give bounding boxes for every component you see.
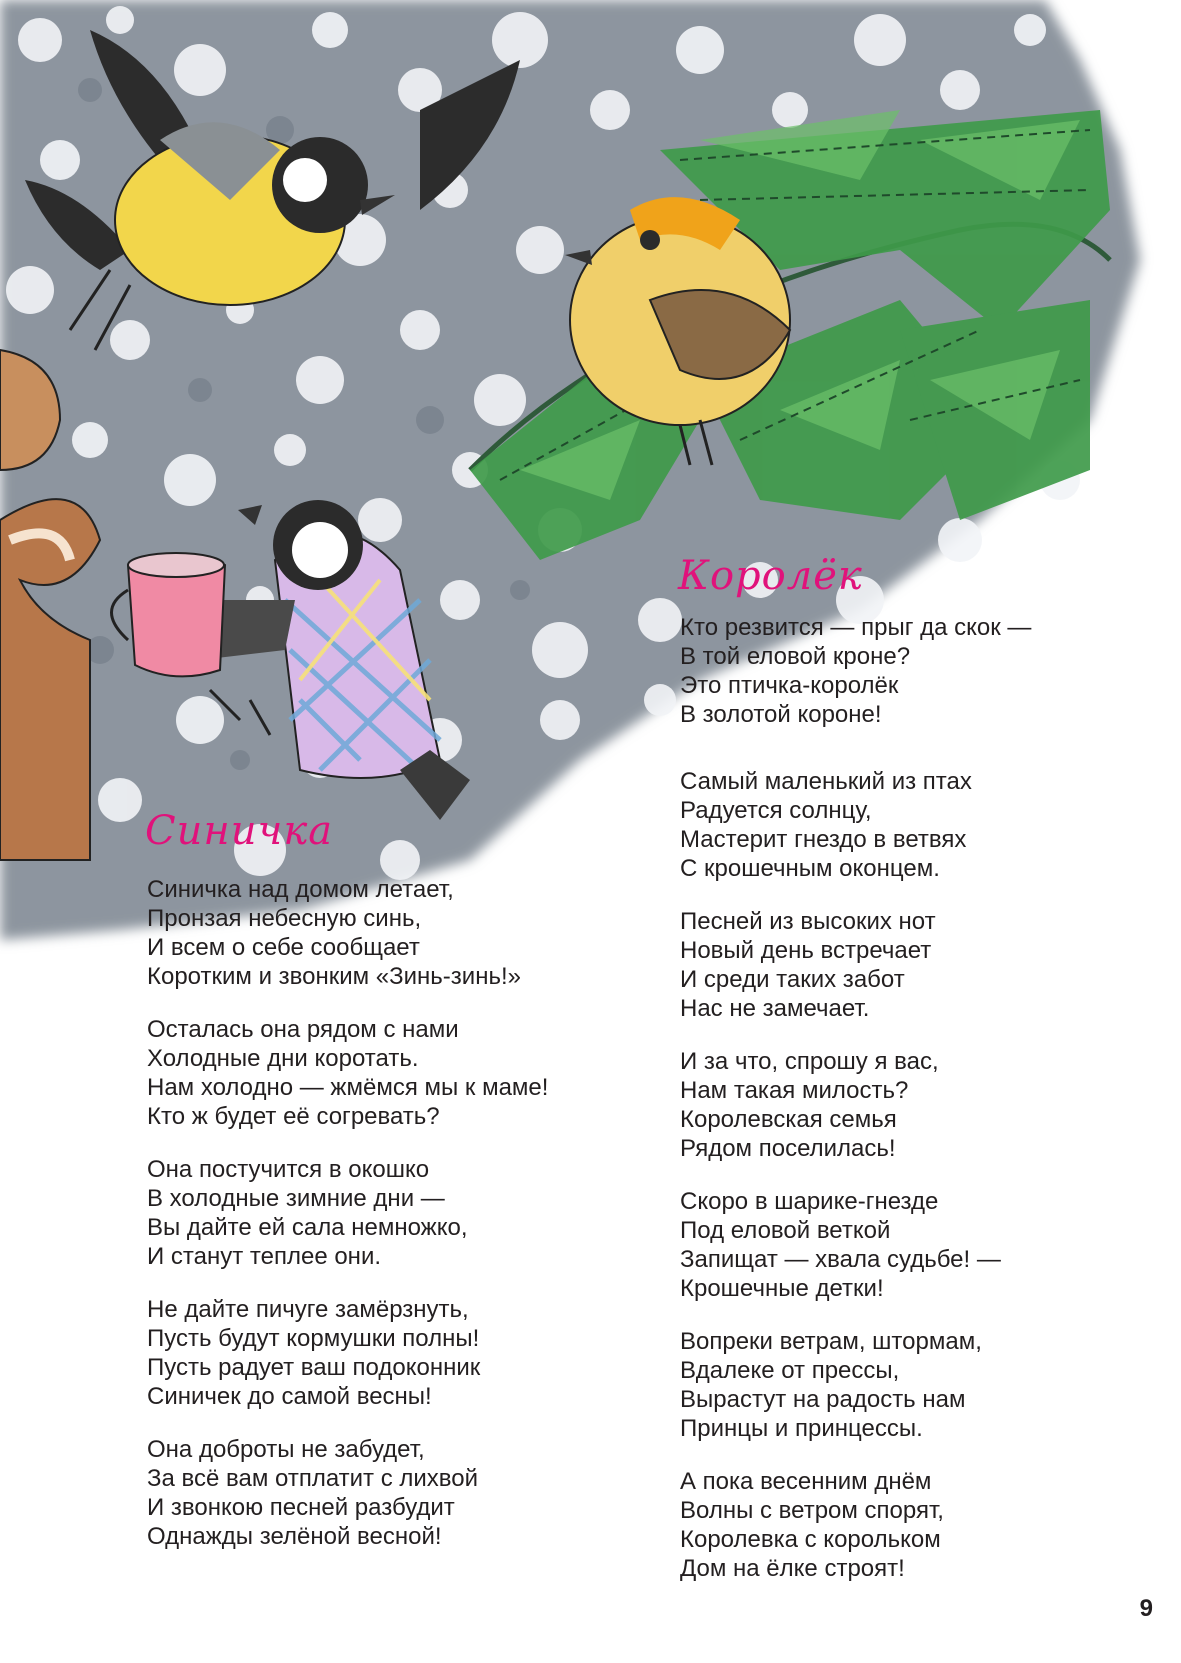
poem-line: Холодные дни коротать.: [147, 1045, 419, 1072]
poem-line: Вырастут на радость нам: [680, 1386, 966, 1413]
poem-line: А пока весенним днём: [680, 1468, 932, 1495]
poem-line: В золотой короне!: [680, 701, 882, 728]
poem-line: Королевская семья: [680, 1106, 897, 1133]
poem-line: Вопреки ветрам, штормам,: [680, 1328, 982, 1355]
poem-line: Нам такая милость?: [680, 1077, 909, 1104]
poem-line: Кто ж будет её согревать?: [147, 1103, 440, 1130]
poem-line: И всем о себе сообщает: [147, 934, 420, 961]
poem-line: Она доброты не забудет,: [147, 1436, 425, 1463]
stanza: [680, 767, 1031, 883]
poem-line: В той еловой кроне?: [680, 643, 911, 670]
poem-line: И станут теплее они.: [147, 1243, 382, 1270]
poem-line: Запищат — хвала судьбе! —: [680, 1246, 1001, 1273]
poem-line: Королевка с корольком: [680, 1526, 941, 1553]
poem-line: Кто резвится — прыг да скок —: [680, 614, 1032, 641]
poem-line: Рядом поселилась!: [680, 1135, 896, 1162]
poem-line: Мастерит гнездо в ветвях: [680, 826, 967, 853]
poem-line: Пусть будут кормушки полны!: [147, 1325, 480, 1352]
poem-line: Нас не замечает.: [680, 995, 870, 1022]
stanza: [147, 1155, 548, 1271]
poem-line: Коротким и звонким «Зинь-зинь!»: [147, 963, 521, 990]
stanza: [147, 1295, 548, 1411]
poem-line: Под еловой веткой: [680, 1217, 891, 1244]
stanza: [680, 1187, 1031, 1303]
poem-title-korolek: Королёк: [678, 553, 863, 599]
poem-line: Нам холодно — жмёмся мы к маме!: [147, 1074, 549, 1101]
stanza: [680, 907, 1031, 1023]
poem-line: За всё вам отплатит с лихвой: [147, 1465, 479, 1492]
stanza: [147, 875, 548, 991]
poem-line: Дом на ёлке строят!: [680, 1555, 905, 1582]
poem-line: Синичек до самой весны!: [147, 1383, 432, 1410]
stanza: [680, 1467, 1031, 1583]
poem-line: С крошечным оконцем.: [680, 855, 940, 882]
stanza: [680, 1047, 1031, 1163]
poem-line: Новый день встречает: [680, 937, 932, 964]
stanza: [147, 1435, 548, 1551]
poem-line: И за что, спрошу я вас,: [680, 1048, 939, 1075]
poem-line: Однажды зелёной весной!: [147, 1523, 442, 1550]
poem-line: Волны с ветром спорят,: [680, 1497, 944, 1524]
poem-line: Принцы и принцессы.: [680, 1415, 923, 1442]
poem-line: Скоро в шарике-гнезде: [680, 1188, 939, 1215]
poem-line: Вдалеке от прессы,: [680, 1357, 900, 1384]
poem-line: И звонкою песней разбудит: [147, 1494, 455, 1521]
poem-line: И среди таких забот: [680, 966, 905, 993]
poem-line: Вы дайте ей сала немножко,: [147, 1214, 468, 1241]
poem-line: Она постучится в окошко: [147, 1156, 430, 1183]
poem-line: Пронзая небесную синь,: [147, 905, 422, 932]
stanza: [680, 613, 1031, 729]
poem-sinichka: [147, 875, 548, 1575]
poem-line: Не дайте пичуге замёрзнуть,: [147, 1296, 469, 1323]
poem-title-sinichka: Синичка: [145, 808, 334, 854]
poem-line: Это птичка-королёк: [680, 672, 899, 699]
poem-line: Самый маленький из птах: [680, 768, 972, 795]
poem-line: В холодные зимние дни —: [147, 1185, 445, 1212]
poem-line: Пусть радует ваш подоконник: [147, 1354, 481, 1381]
poem-korolek: [680, 613, 1031, 1607]
stanza: [147, 1015, 548, 1131]
stanza: [680, 1327, 1031, 1443]
poem-line: Осталась она рядом с нами: [147, 1016, 459, 1043]
poem-line: Синичка над домом летает,: [147, 876, 454, 903]
poem-line: Песней из высоких нот: [680, 908, 936, 935]
poem-line: Радуется солнцу,: [680, 797, 872, 824]
poem-line: Крошечные детки!: [680, 1275, 884, 1302]
page-number: 9: [1139, 1595, 1153, 1622]
